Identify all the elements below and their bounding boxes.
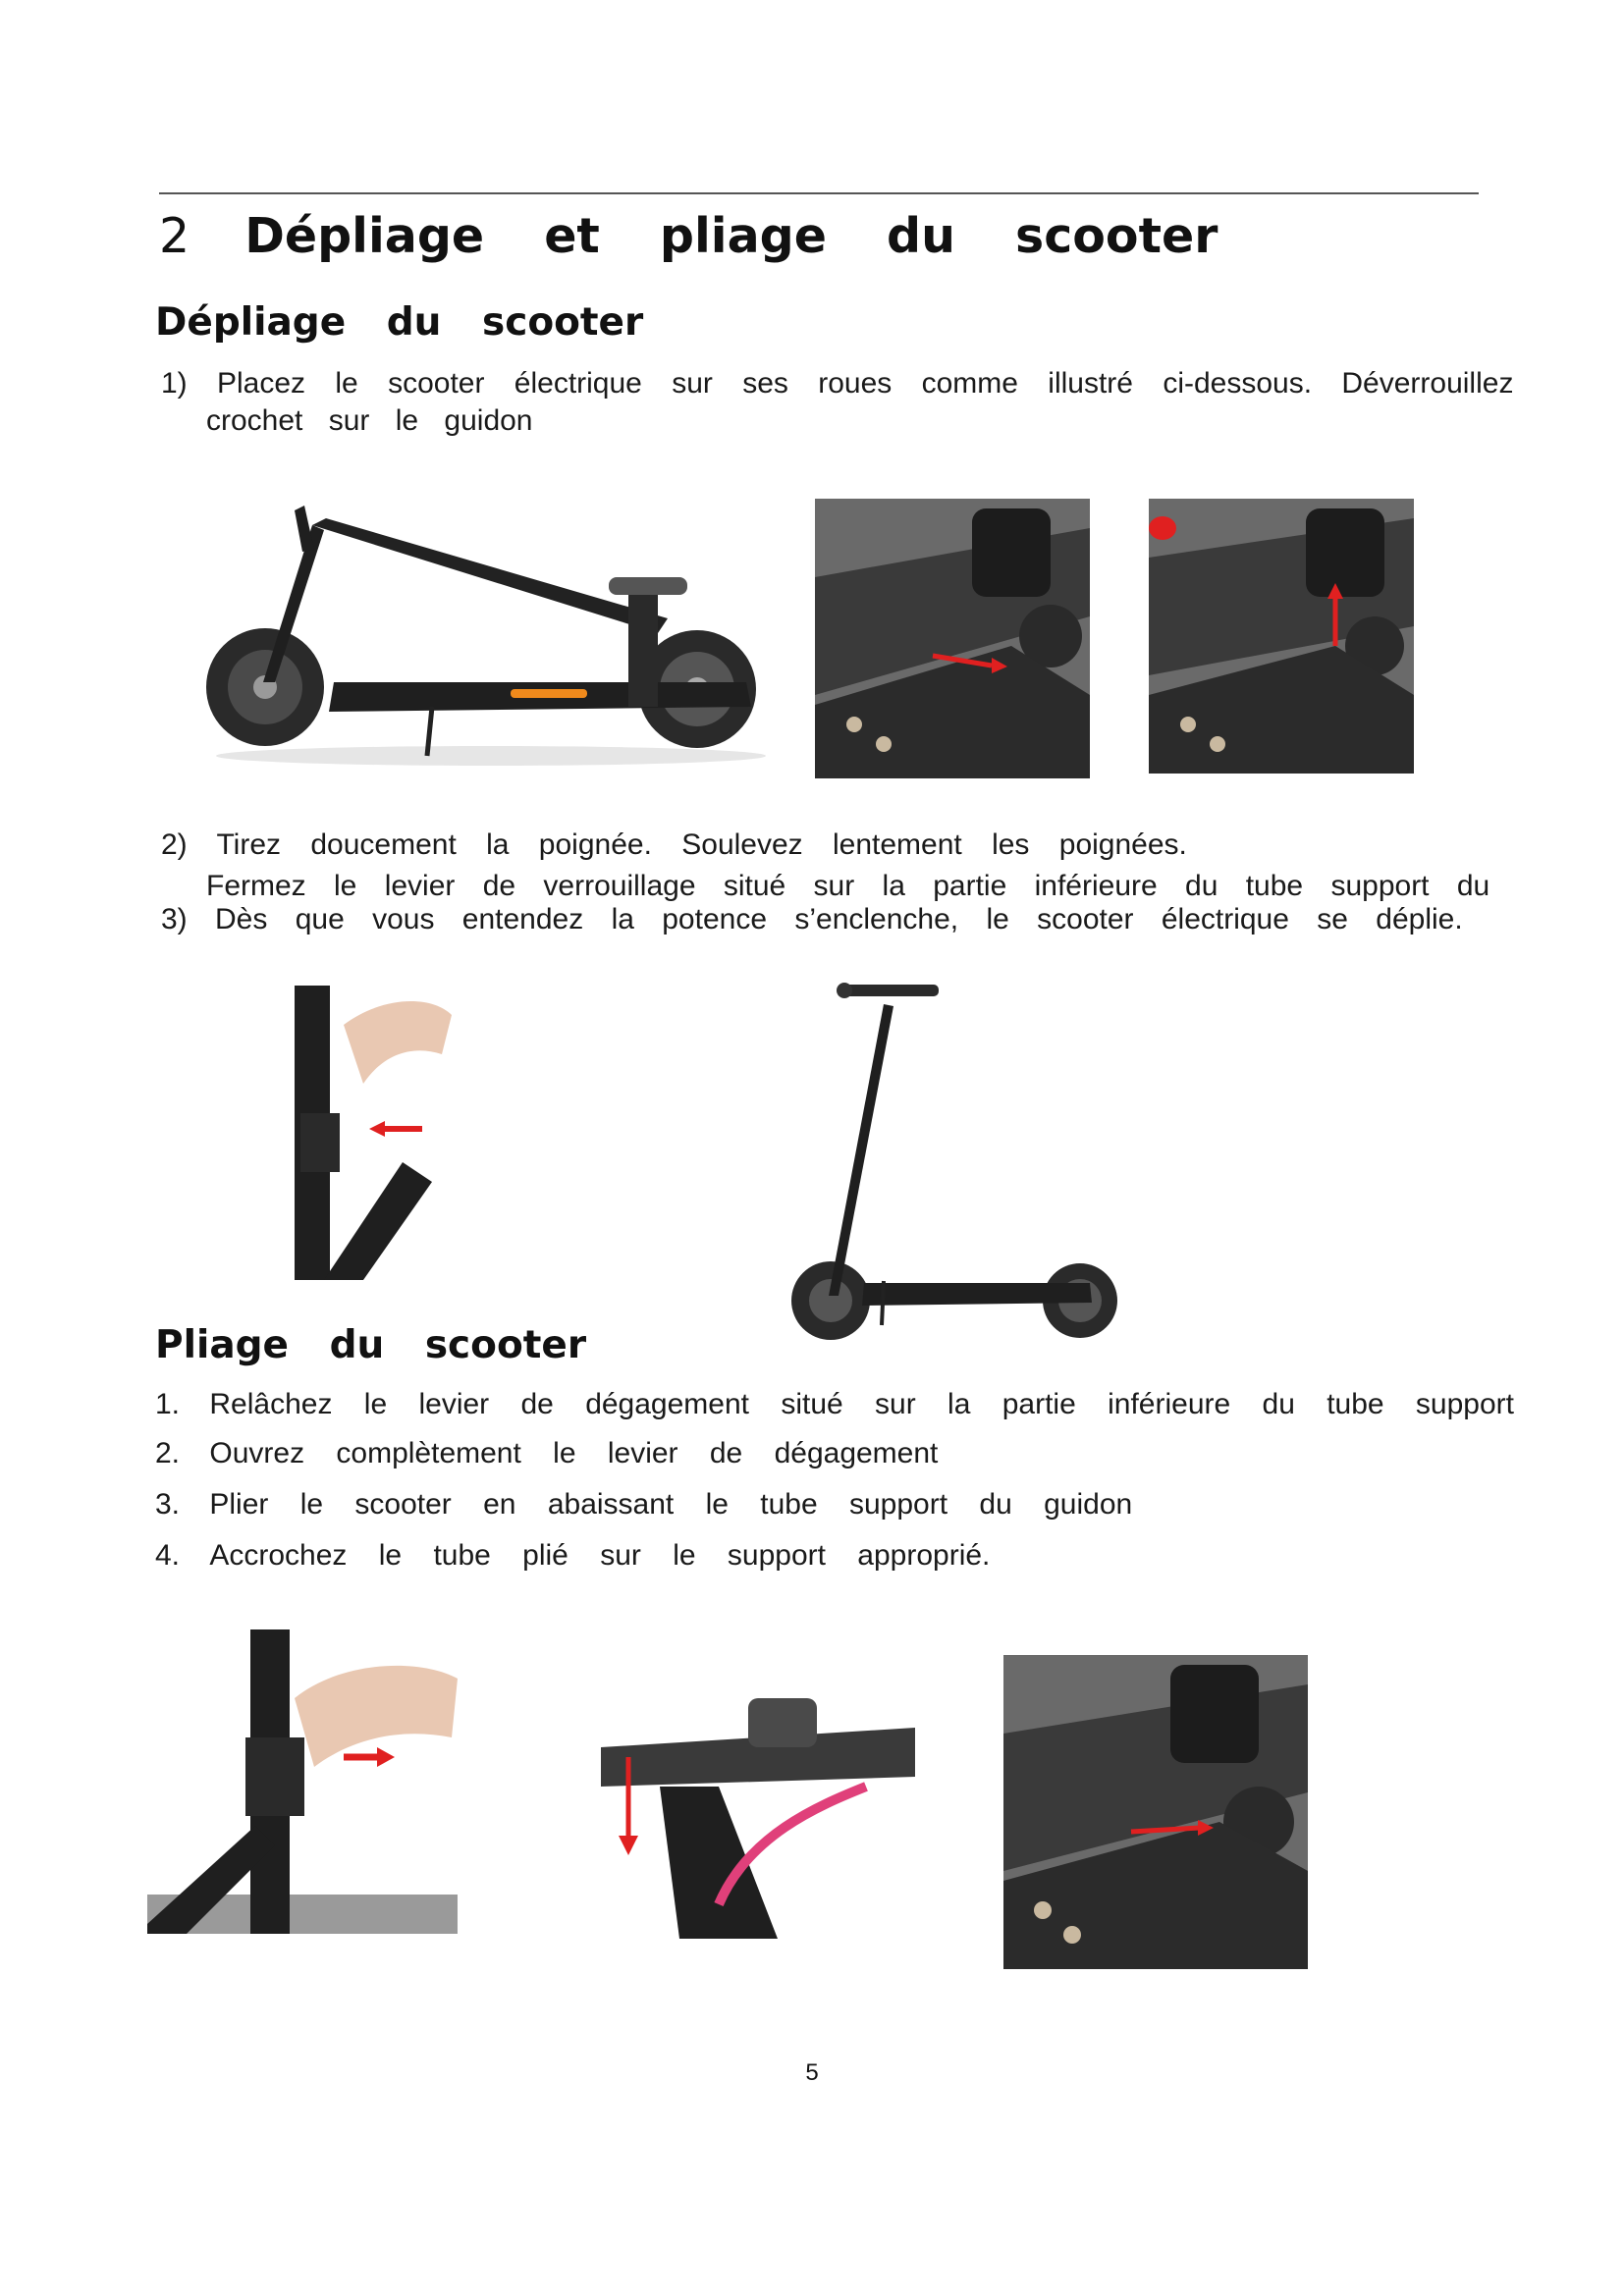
unfolded-scooter-image (785, 967, 1139, 1360)
unfold-heading: Dépliage du scooter (155, 300, 644, 345)
fold-step-4-text: Accrochez le tube plié sur le support approprié. (209, 1539, 991, 1572)
chapter-heading: Dépliage et pliage du scooter (244, 208, 1218, 264)
hook-closeup-image-3 (1003, 1655, 1308, 1969)
fold-step-2-text: Ouvrez complètement le levier de dégagement (209, 1437, 939, 1469)
fold-step-2 (155, 1437, 938, 1470)
fold-step-4 (155, 1539, 990, 1573)
unfold-step-1-line-1: 1) Placez le scooter électrique sur ses roues comme illustré ci-dessous. Déverrouillez (161, 367, 1514, 400)
chapter-number: 2 (159, 208, 190, 264)
fold-step-3-text: Plier le scooter en abaissant le tube support du guidon (209, 1488, 1133, 1521)
lever-pull-image (285, 986, 471, 1280)
hook-closeup-image-1 (815, 499, 1090, 778)
hook-closeup-image-2 (1149, 499, 1414, 774)
fold-step-1 (155, 1388, 1514, 1421)
fold-step-2-number: 2. (155, 1437, 181, 1469)
fold-step-3-number: 3. (155, 1488, 181, 1521)
fold-step-4-number: 4. (155, 1539, 181, 1572)
unfold-step-2: 2) Tirez doucement la poignée. Soulevez lentement les poignées. (161, 828, 1187, 861)
chapter-title (159, 208, 1218, 264)
unfold-step-2b: Fermez le levier de verrouillage situé sur la partie inférieure du tube support du (206, 870, 1490, 902)
fold-heading: Pliage du scooter (155, 1323, 587, 1367)
unfold-step-1-line-2: crochet sur le guidon (206, 404, 533, 437)
unfold-step-3: 3) Dès que vous entendez la potence s’enclenche, le scooter électrique se déplie. (161, 903, 1463, 935)
fold-step-3 (155, 1488, 1132, 1522)
release-lever-image (147, 1629, 458, 1934)
header-rule (159, 192, 1479, 194)
fold-step-1-number: 1. (155, 1388, 181, 1420)
page-number: 5 (805, 2059, 819, 2086)
fold-step-1-text: Relâchez le levier de dégagement situé sur la partie inférieure du tube support (209, 1388, 1514, 1420)
folded-scooter-image (196, 471, 785, 775)
open-lever-image (601, 1698, 915, 1939)
